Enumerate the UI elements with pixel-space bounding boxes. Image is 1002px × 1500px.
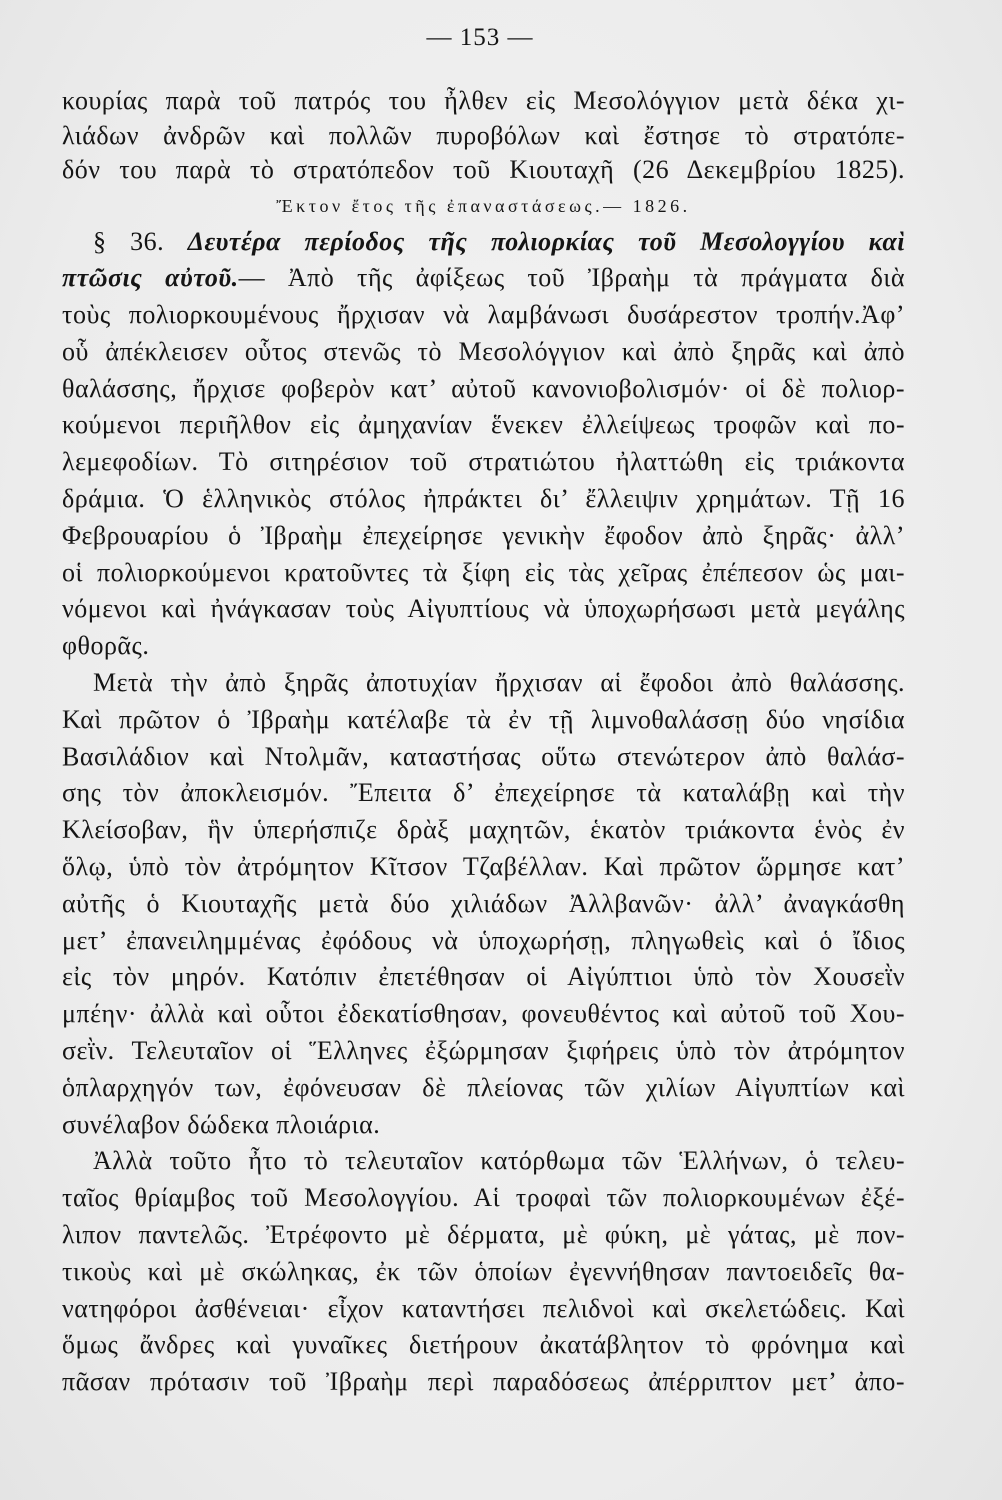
text-line: ταῖος θρίαμβος τοῦ Μεσολογγίου. Αἱ τροφαὶ τῶν πολιορκουμένων ἐξέ- [62, 1183, 905, 1213]
text-line: δράμια. Ὁ ἑλληνικὸς στόλος ἠπράκτει δι’ ἔλλειψιν χρημάτων. Τῇ 16 [62, 484, 905, 514]
text-line: οἱ πολιορκούμενοι κρατοῦντες τὰ ξίφη εἰς τὰς χεῖρας ἐπέπεσον ὡς μαι- [62, 557, 905, 587]
text-line: οὗ ἀπέκλεισεν οὗτος στενῶς τὸ Μεσολόγγιον καὶ ἀπὸ ξηρᾶς καὶ ἀπὸ [62, 336, 905, 366]
section-title: Δευτέρα περίοδος τῆς πολιορκίας τοῦ Μεσολογγίου καὶ [187, 226, 905, 256]
page-number: — 153 — [426, 24, 534, 51]
text-line: μπέην· ἀλλὰ καὶ οὗτοι ἐδεκατίσθησαν, φονευθέντος καὶ αὐτοῦ τοῦ Χου- [62, 999, 905, 1029]
text-line: ὁπλαρχηγόν των, ἐφόνευσαν δὲ πλείονας τῶν χιλίων Αἰγυπτίων καὶ [62, 1072, 905, 1102]
text-line: Φεβρουαρίου ὁ Ἰβραὴμ ἐπεχείρησε γενικὴν ἔφοδον ἀπὸ ξηρᾶς· ἀλλ’ [62, 520, 905, 550]
paragraph [62, 665, 905, 1143]
section-heading-line [62, 260, 905, 297]
text-line: Καὶ πρῶτον ὁ Ἰβραὴμ κατέλαβε τὰ ἐν τῇ λιμνοθαλάσσῃ δύο νησίδια [62, 704, 905, 734]
text-line: συνέλαβον δώδεκα πλοιάρια. [62, 1109, 381, 1139]
section-lead-text: — Ἀπὸ τῆς ἀφίξεως τοῦ Ἰβραὴμ τὰ πράγματα διὰ [238, 263, 905, 293]
text-line: εἰς τὸν μηρόν. Κατόπιν ἐπετέθησαν οἱ Αἰγύπτιοι ὑπὸ τὸν Χουσεῒν [62, 962, 905, 992]
text-line: κούμενοι περιῆλθον εἰς ἀμηχανίαν ἕνεκεν ἐλλείψεως τροφῶν καὶ πο- [62, 410, 905, 440]
text-line: μετ’ ἐπανειλημμένας ἐφόδους νὰ ὑποχωρήσῃ, πληγωθεὶς καὶ ὁ ἴδιος [62, 925, 905, 955]
text-line: σεῒν. Τελευταῖον οἱ Ἕλληνες ἐξώρμησαν ξιφήρεις ὑπὸ τὸν ἀτρόμητον [62, 1036, 905, 1066]
text-line: πᾶσαν πρότασιν τοῦ Ἰβραὴμ περὶ παραδόσεως ἀπέρριπτον μετ’ ἀπο- [62, 1367, 905, 1397]
paragraph [62, 1143, 905, 1401]
section-title-continued: πτῶσις αὐτοῦ. [62, 263, 239, 293]
section-number: § 36. [93, 226, 165, 256]
text-line: νατηφόροι ἀσθένειαι· εἶχον καταντήσει πελιδνοὶ καὶ σκελετώδεις. Καὶ [62, 1293, 905, 1323]
text-line: Ἀλλὰ τοῦτο ἦτο τὸ τελευταῖον κατόρθωμα τῶν Ἑλλήνων, ὁ τελευ- [93, 1146, 905, 1176]
text-line: δόν του παρὰ τὸ στρατόπεδον τοῦ Κιουταχῆ (26 Δεκεμβρίου 1825). [62, 155, 905, 184]
text-line: λιάδων ἀνδρῶν καὶ πολλῶν πυροβόλων καὶ ἔστησε τὸ στρατόπε- [62, 120, 905, 150]
text-line: Μετὰ τὴν ἀπὸ ξηρᾶς ἀποτυχίαν ἤρχισαν αἱ ἔφοδοι ἀπὸ θαλάσσης. [93, 668, 905, 698]
text-line: Βασιλάδιον καὶ Ντολμᾶν, καταστήσας οὕτω στενώτερον ἀπὸ θαλάσ- [62, 741, 905, 771]
text-line: θαλάσσης, ἤρχισε φοβερὸν κατ’ αὐτοῦ κανονιοβολισμόν· οἱ δὲ πολιορ- [62, 373, 905, 403]
year-subheading: Ἔκτον ἔτος τῆς ἐπαναστάσεως.— 1826. [276, 195, 691, 216]
text-line: ὅμως ἄνδρες καὶ γυναῖκες διετήρουν ἀκατάβλητον τὸ φρόνημα καὶ [62, 1330, 905, 1360]
section-heading-line [62, 224, 905, 261]
text-line: τοὺς πολιορκουμένους ἤρχισαν νὰ λαμβάνωσι δυσάρεστον τροπήν.Ἀφ’ [62, 300, 905, 330]
text-line: Κλείσοβαν, ἣν ὑπερήσπιζε δρὰξ μαχητῶν, ἑκατὸν τριάκοντα ἑνὸς ἐν [62, 815, 905, 845]
text-line: νόμενοι καὶ ἠνάγκασαν τοὺς Αἰγυπτίους νὰ ὑποχωρήσωσι μετὰ μεγάλης [62, 594, 905, 624]
text-line: λιπον παντελῶς. Ἐτρέφοντο μὲ δέρματα, μὲ φύκη, μὲ γάτας, μὲ πον- [62, 1220, 905, 1250]
text-line: λεμεφοδίων. Τὸ σιτηρέσιον τοῦ στρατιώτου ἠλαττώθη εἰς τριάκοντα [62, 447, 905, 477]
text-line: κουρίας παρὰ τοῦ πατρός του ἦλθεν εἰς Μεσολόγγιον μετὰ δέκα χι- [62, 86, 905, 115]
continued-paragraph [62, 84, 905, 188]
section [62, 224, 905, 666]
text-line: σης τὸν ἀποκλεισμόν. Ἔπειτα δ’ ἐπεχείρησε τὰ καταλάβῃ καὶ τὴν [62, 778, 905, 808]
text-line: αὐτῆς ὁ Κιουταχῆς μετὰ δύο χιλιάδων Ἀλλβανῶν· ἀλλ’ ἀναγκάσθη [62, 888, 905, 918]
text-line: φθορᾶς. [62, 631, 150, 661]
text-line: τικοὺς καὶ μὲ σκώληκας, ἐκ τῶν ὁποίων ἐγεννήθησαν παντοειδεῖς θα- [62, 1256, 905, 1286]
text-line: ὅλῳ, ὑπὸ τὸν ἀτρόμητον Κῖτσον Τζαβέλλαν. Καὶ πρῶτον ὥρμησε κατ’ [62, 852, 905, 882]
page-text [62, 84, 905, 1401]
